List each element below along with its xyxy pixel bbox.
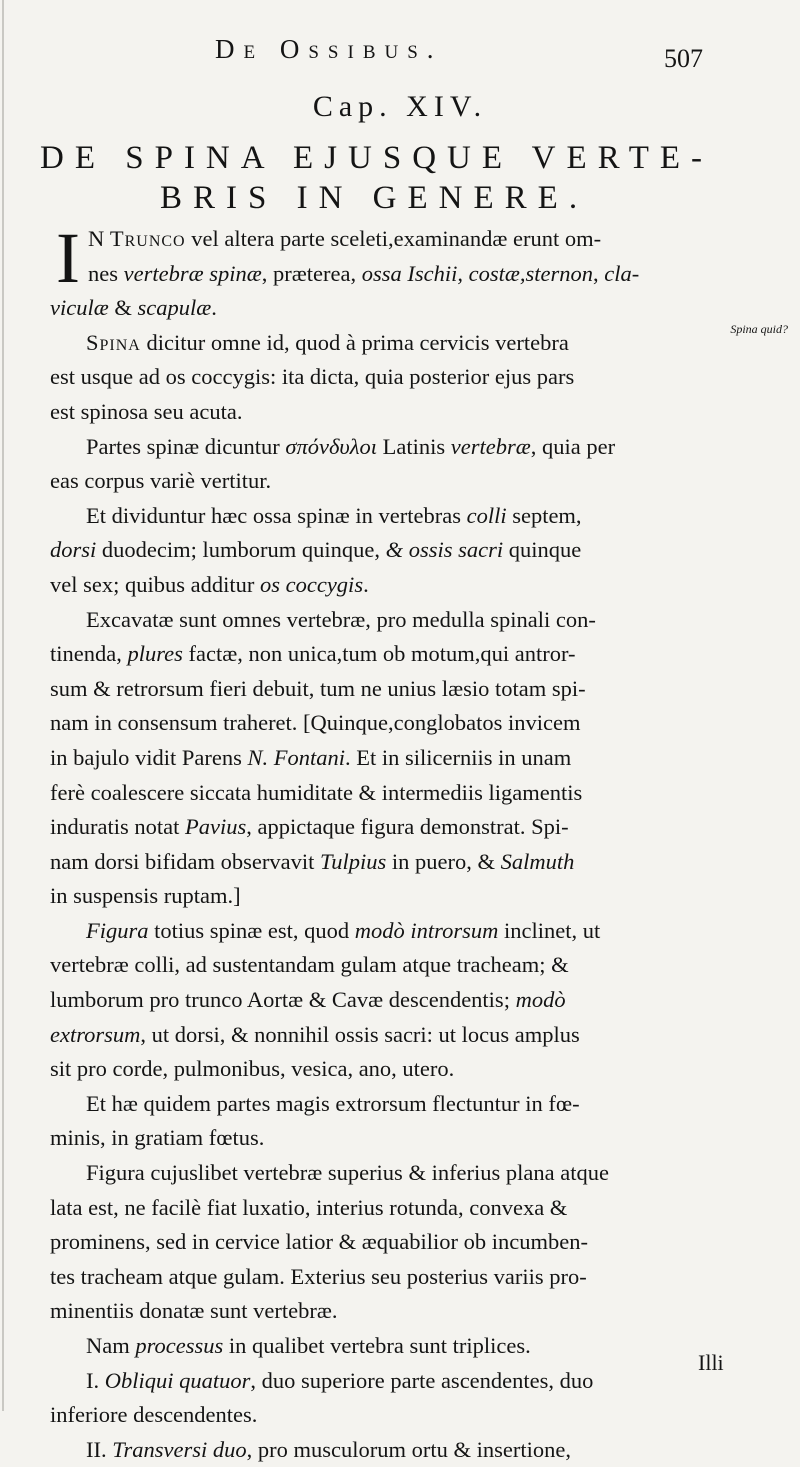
italic-run: modò introrsum — [354, 917, 499, 943]
text-run: nam dorsi bifidam observavit — [50, 848, 320, 874]
text-line — [50, 1018, 740, 1053]
text-line: tes tracheam atque gulam. Exterius seu posterius variis pro- — [50, 1263, 587, 1289]
text-line — [50, 810, 740, 845]
text-run: , pro musculorum ortu & insertione, — [246, 1436, 571, 1462]
text-run: vel altera parte sceleti,examinandæ erunt om- — [185, 226, 602, 251]
text-line — [50, 568, 740, 603]
italic-run: vertebræ — [450, 433, 531, 459]
italic-run: Transversi duo — [112, 1436, 247, 1462]
text-line: sit pro corde, pulmonibus, vesica, ano, utero. — [50, 1056, 455, 1082]
text-run: , appictaque figura demonstrat. Spi- — [246, 814, 569, 840]
text-run: lumborum pro trunco Aortæ & Cavæ descendentis; — [50, 987, 516, 1013]
italic-run: cla- — [604, 260, 640, 286]
small-caps-run: Spina — [86, 329, 141, 355]
text-line: nam in consensum traheret. [Quinque,conglobatos invicem — [50, 710, 581, 736]
text-line — [50, 326, 740, 361]
italic-run: Obliqui quatuor — [104, 1367, 251, 1393]
drop-cap: I — [56, 218, 80, 298]
text-run: in puero, & — [386, 848, 501, 874]
text-line: minentiis donatæ sunt vertebræ. — [50, 1298, 338, 1324]
text-line: lata est, ne facilè fiat luxatio, interius rotunda, convexa & — [50, 1194, 568, 1220]
text-run: septem, — [506, 502, 582, 528]
text-run: & — [108, 295, 138, 321]
text-line — [50, 741, 740, 776]
text-run: tinenda, — [50, 641, 128, 667]
section-title-line-2: BRIS IN GENERE. — [160, 180, 589, 216]
text-line — [50, 499, 740, 534]
italic-run: Salmuth — [500, 848, 575, 874]
catchword: Illi — [698, 1350, 724, 1375]
italic-run: & ossis sacri — [385, 537, 504, 563]
text-run: dicitur omne id, quod à prima cervicis vertebra — [140, 329, 569, 355]
text-line — [50, 983, 740, 1018]
section-title-line-1: DE SPINA EJUSQUE VERTE- — [40, 140, 714, 176]
greek-run: σπόνδυλοι — [285, 433, 377, 459]
text-run: inclinet, ut — [498, 917, 601, 943]
page-number: 507 — [664, 44, 703, 73]
text-run: duodecim; lumborum quinque, — [96, 537, 386, 563]
text-line: eas corpus variè vertitur. — [50, 468, 272, 494]
text-run: , quia per — [530, 433, 616, 459]
text-line — [50, 430, 740, 465]
italic-run: Pavius — [184, 814, 247, 840]
text-run: quinque — [503, 537, 582, 563]
italic-run: ossa Ischii, costæ,sternon — [361, 260, 593, 286]
text-run: , duo superiore parte ascendentes, duo — [250, 1367, 594, 1393]
text-line — [50, 637, 740, 672]
text-line: minis, in gratiam fœtus. — [50, 1125, 265, 1151]
italic-run: Tulpius — [319, 848, 387, 874]
text-line — [50, 533, 740, 568]
text-line: in suspensis ruptam.] — [50, 883, 241, 909]
text-line: ferè coalescere siccata humiditate & intermediis ligamentis — [50, 779, 583, 805]
text-run: Et dividuntur hæc ossa spinæ in vertebras — [86, 502, 467, 528]
text-line: Figura cujuslibet vertebræ superius & inferius plana atque — [86, 1160, 609, 1186]
italic-run: plures — [127, 641, 183, 667]
text-run: Latinis — [377, 433, 451, 459]
text-run: induratis notat — [50, 814, 185, 840]
text-line: inferiore descendentes. — [50, 1402, 258, 1428]
italic-run: processus — [135, 1333, 224, 1358]
text-line: est spinosa seu acuta. — [50, 398, 243, 424]
italic-run: modò — [515, 987, 566, 1013]
small-caps-run: Trunco — [109, 226, 186, 251]
text-line: prominens, sed in cervice latior & æquabilior ob incumben- — [50, 1229, 588, 1255]
text-run: vel sex; quibus additur — [50, 571, 260, 597]
text-line: Excavatæ sunt omnes vertebræ, pro medulla spinali con- — [86, 606, 596, 632]
text-run: Partes spinæ dicuntur — [86, 433, 286, 459]
text-run: , præterea, — [261, 260, 362, 286]
italic-run: vertebræ spinæ — [123, 260, 262, 286]
italic-run: extrorsum — [50, 1021, 141, 1047]
italic-run: Figura — [86, 917, 149, 943]
page-edge-shadow — [2, 0, 4, 1411]
text-run: . — [363, 571, 369, 597]
text-run: , ut dorsi, & nonnihil ossis sacri: ut locus amplus — [140, 1021, 580, 1047]
text-run: totius spinæ est, quod — [148, 917, 355, 943]
text-run: . — [211, 295, 217, 321]
italic-run: viculæ — [50, 295, 109, 321]
margin-note: Spina quid? — [730, 322, 788, 336]
running-head: De Ossibus. — [215, 34, 443, 64]
body-text — [50, 218, 740, 1467]
text-line: sum & retrorsum fieri debuit, tum ne unius læsio totam spi- — [50, 675, 586, 701]
text-run: in bajulo vidit Parens — [50, 744, 248, 770]
text-line: vertebræ colli, ad sustentandam gulam atque tracheam; & — [50, 952, 569, 978]
italic-run: scapulæ — [137, 295, 212, 321]
text-line — [50, 914, 740, 949]
text-line — [50, 257, 740, 292]
text-line: Et hæ quidem partes magis extrorsum flectuntur in fœ- — [86, 1090, 580, 1116]
text-run: , — [592, 260, 605, 286]
text-line: est usque ad os coccygis: ita dicta, quia posterior ejus pars — [50, 364, 575, 390]
text-run: II. — [86, 1436, 113, 1462]
text-line — [50, 291, 740, 326]
chapter-heading: Cap. XIV. — [312, 90, 488, 123]
text-line — [50, 1364, 740, 1399]
text-run: . Et in silicerniis in unam — [345, 744, 572, 770]
text-run: N — [87, 226, 110, 251]
text-line — [50, 1329, 740, 1364]
text-line — [50, 845, 740, 880]
italic-run: colli — [466, 502, 507, 528]
italic-run: os coccygis — [259, 571, 364, 597]
text-line — [50, 1433, 740, 1467]
text-run: I. — [86, 1367, 105, 1393]
italic-run: N. Fontani — [247, 744, 345, 770]
italic-run: dorsi — [50, 537, 97, 563]
text-run: in qualibet vertebra sunt triplices. — [223, 1333, 531, 1358]
text-run: Nam — [86, 1333, 136, 1358]
text-run: nes — [87, 260, 124, 286]
text-run: factæ, non unica,tum ob motum,qui antror- — [182, 641, 576, 667]
